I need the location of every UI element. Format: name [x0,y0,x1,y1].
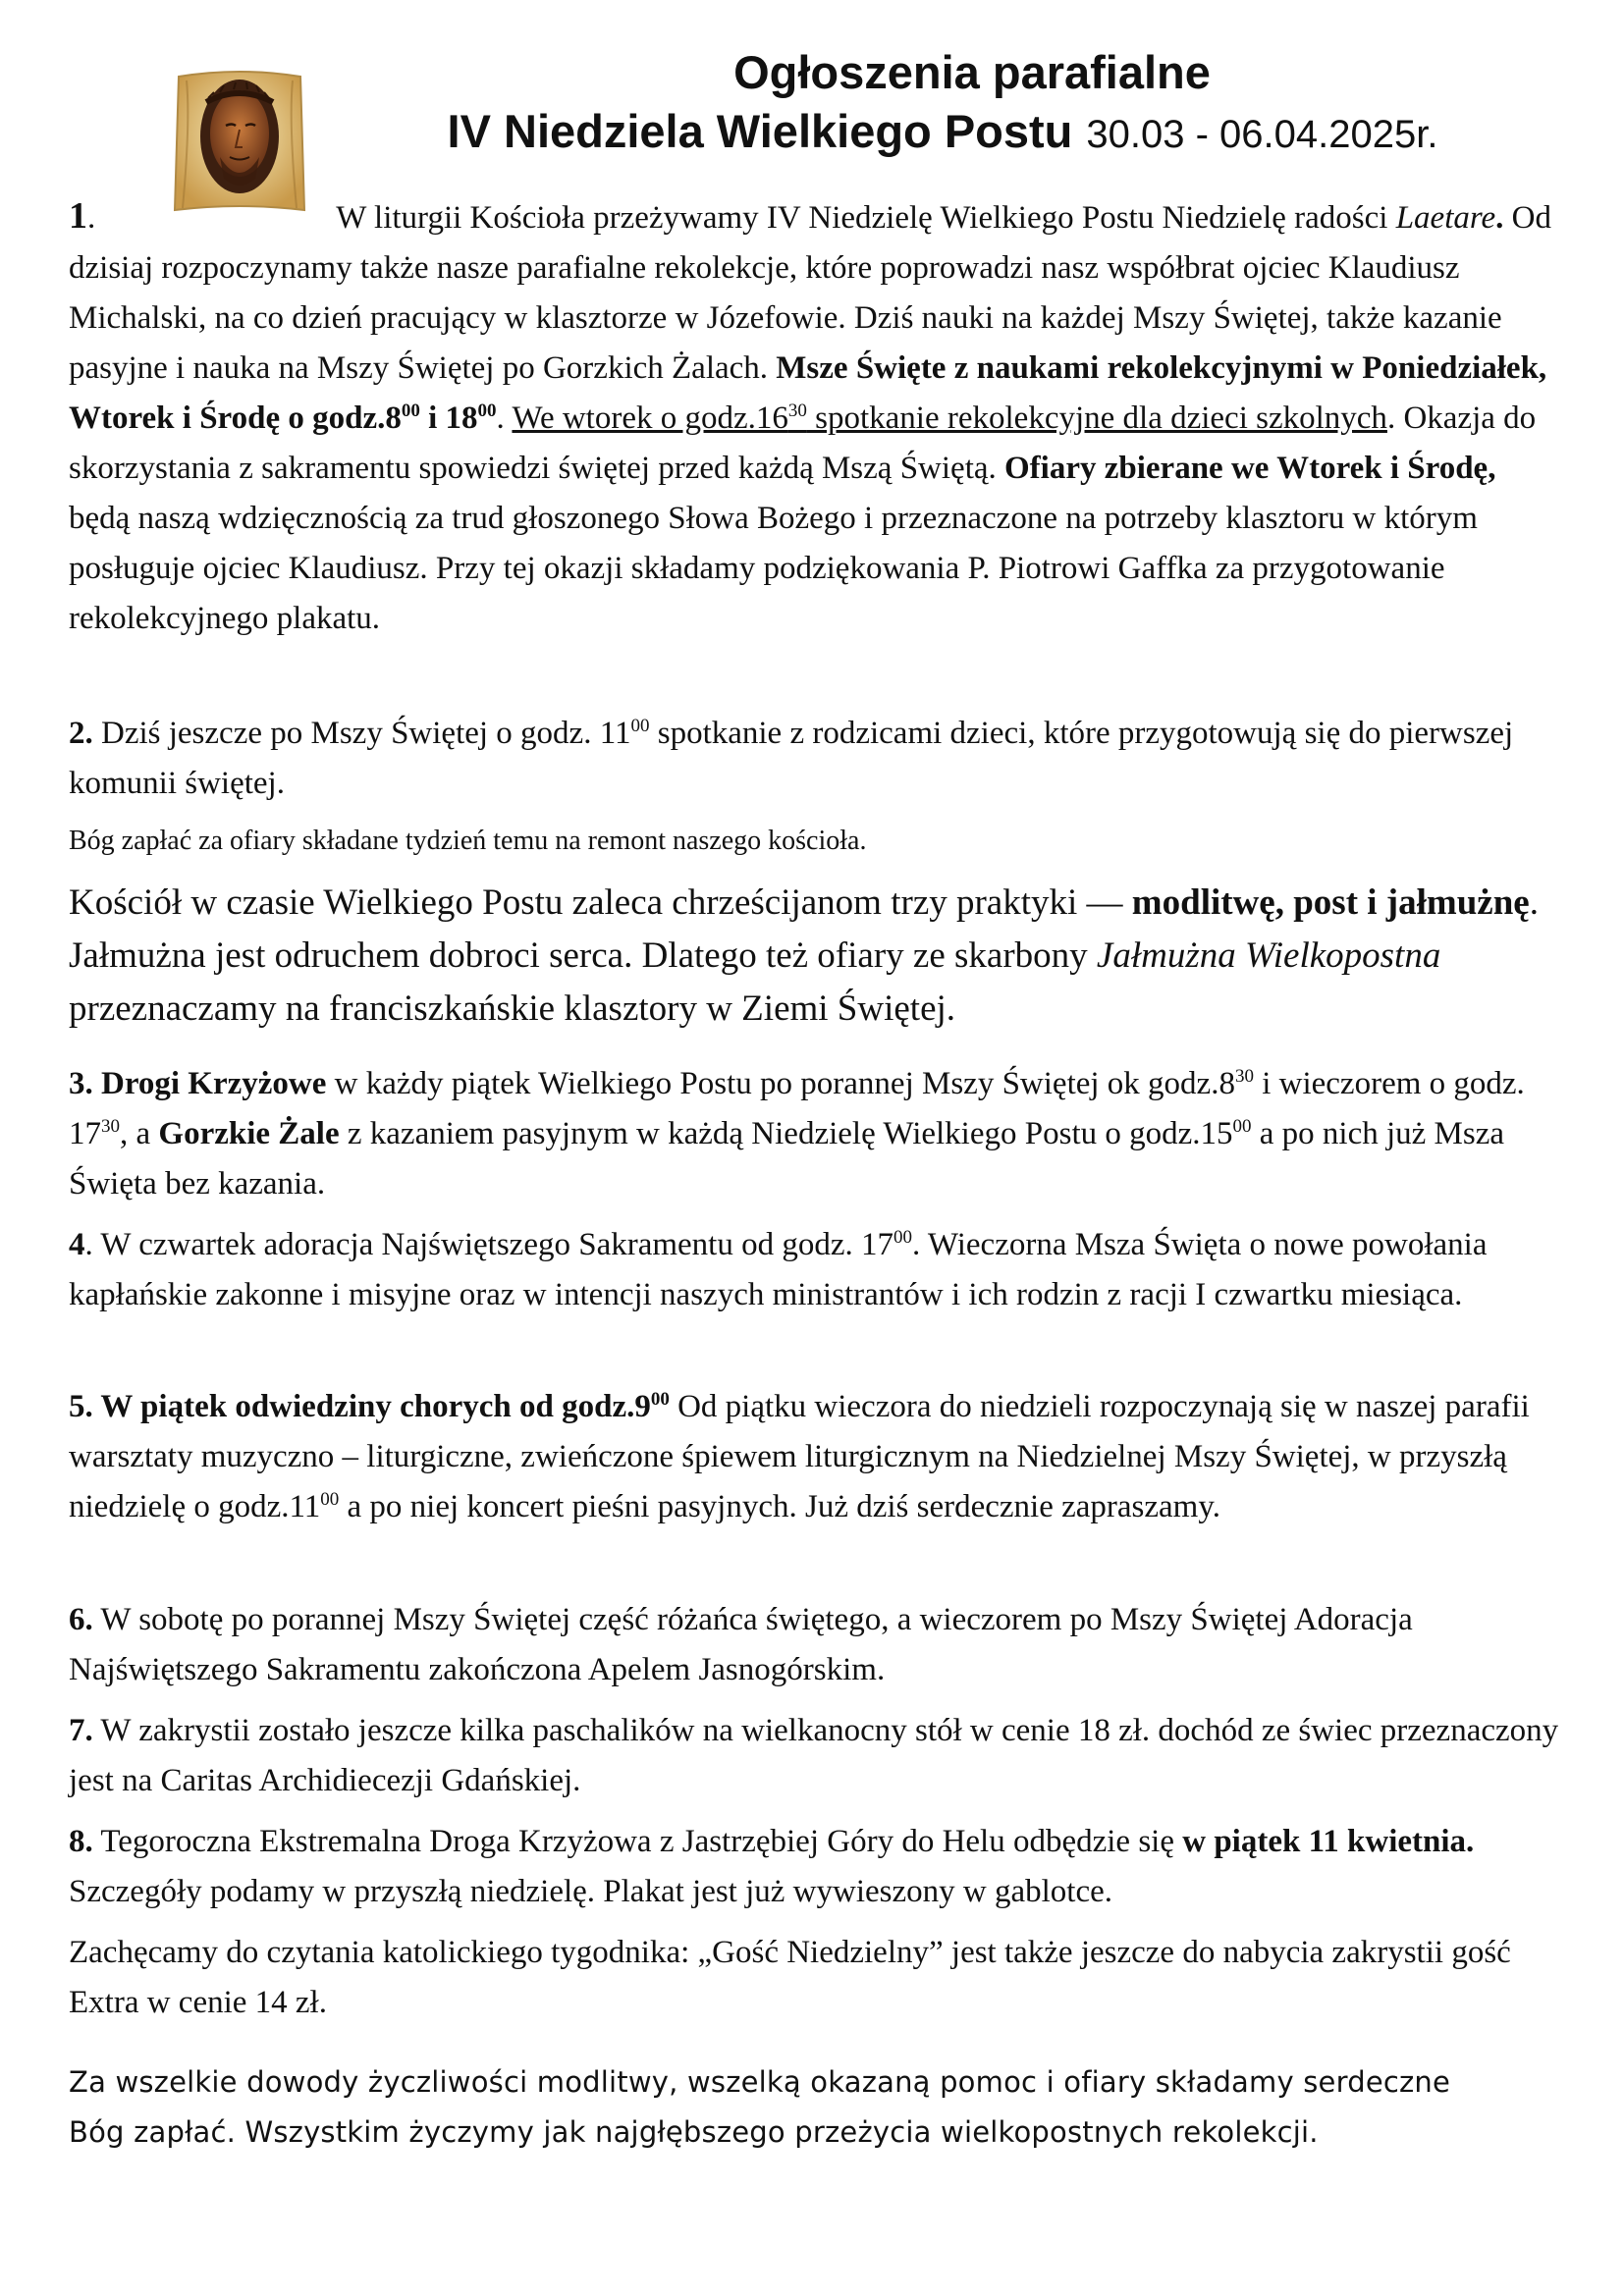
announcement-7: 7. W zakrystii zostało jeszcze kilka paschalików na wielkanocny stół w cenie 18 zł. dochód ze świec przeznaczony jest na Caritas Archidiecezji Gdańskiej. [69,1713,1559,1798]
announcement-number: 8. [69,1824,93,1859]
announcement-number: 2. [69,716,93,751]
announcement-number: 7. [69,1713,93,1748]
announcement-6: 6. W sobotę po porannej Mszy Świętej część różańca świętego, a wieczorem po Mszy Świętej Adoracja Najświętszego Sakramentu zakończona Apelem Jasnogórskim. [69,1602,1413,1687]
thanks-note: Bóg zapłać za ofiary składane tydzień temu na remont naszego kościoła. [69,826,867,856]
almsgiving-note: Kościół w czasie Wielkiego Postu zaleca chrześcijanom trzy praktyki — modlitwę, post i jałmużnę. Jałmużna jest odruchem dobroci serca. Dlatego też ofiary ze skarbony Jałmużna Wielkopostna przeznaczamy na franciszkańskie klasztory w Ziemi Świętej. [69,882,1539,1029]
announcement-4: 4. W czwartek adoracja Najświętszego Sakramentu od godz. $17^{00}$. Wieczorna Msza Święta o nowe powołania kapłańskie zakonne i misyjne oraz w intencji naszych ministrantów i ich rodzin z racji I czwartku miesiąca. [69,1227,1488,1312]
announcement-number: 5. [69,1389,93,1424]
announcement-3: 3. Drogi Krzyżowe w każdy piątek Wielkiego Postu po porannej Mszy Świętej ok $godz.8^{30}$ i wieczorem o godz. $17^{30}$, a Gorzkie Żale z kazaniem pasyjnym w każdą Niedzielę Wielkiego Postu o $godz.15^{00}$ a po nich już Msza Święta bez kazania. [69,1066,1525,1201]
closing-note [69,2057,1561,2158]
page-title: Ogłoszenia parafialne [733,46,1211,98]
announcement-text: Od dzisiaj rozpoczynamy także nasze parafialne rekolekcje, które poprowadzi nasz współbrat ojciec Klaudiusz Michalski, na co dzień pracujący w klasztorze w Józefowie. Dziś nauki na każdej Mszy Świętej, także kazanie pasyjne i nauka na Mszy Świętej po Gorzkich Żalach. [69,200,1551,386]
announcement-number: 4 [69,1227,85,1262]
closing-line-2: Bóg zapłać. Wszystkim życzymy jak najgłębszego przeżycia wielkopostnych rekolekcji. [69,2115,1319,2149]
announcement-number: 6. [69,1602,93,1637]
date-range: 30.03 - 06.04.2025r. [1086,113,1438,156]
announcement-8: 8. Tegoroczna Ekstremalna Droga Krzyżowa z Jastrzębiej Góry do Helu odbędzie się w piątek 11 kwietnia. Szczegóły podamy w przyszłą niedzielę. Plakat jest już wywieszony w gablotce. [69,1824,1475,1909]
announcement-5: 5. W piątek odwiedziny chorych od $godz.9^{00}$ Od piątku wieczora do niedzieli rozpoczynają się w naszej parafii warsztaty muzyczno – liturgiczne, zwieńczone śpiewem liturgicznym na Niedzielnej Mszy Świętej, w przyszłą niedzielę o $godz.11^{00}$ a po niej koncert pieśni pasyjnych. Już dziś serdecznie zapraszamy. [69,1389,1530,1524]
announcement-1: 1. W liturgii Kościoła przeżywamy IV Niedzielę Wielkiego Postu Niedzielę radości Laetare. Od dzisiaj rozpoczynamy także nasze parafialne rekolekcje, które poprowadzi nasz współbrat ojciec Klaudiusz Michalski, na co dzień pracujący w klasztorze w Józefowie. Dziś nauki na każdej Mszy Świętej, także kazanie pasyjne i nauka na Mszy Świętej po Gorzkich Żalach. Msze Święte z naukami rekolekcyjnymi w Poniedziałek, Wtorek i Środę o $godz.8^{00}$ i $18^{00}$. We wtorek o $godz.16^{30}$ spotkanie rekolekcyjne dla dzieci szkolnych. Okazja do skorzystania z sakramentu spowiedzi świętej przed każdą Mszą Świętą. Ofiary zbierane we Wtorek i Środę, będą naszą wdzięcznością za trud głoszonego Słowa Bożego i przeznaczone na potrzeby klasztoru w którym posługuje ojciec Klaudiusz. Przy tej okazji składamy podziękowania P. Piotrowi Gaffka za przygotowanie rekolekcyjnego plakatu. [69,195,1551,636]
newspaper-note: Zachęcamy do czytania katolickiego tygodnika: „Gość Niedzielny” jest także jeszcze do nabycia zakrystii gość Extra w cenie 14 zł. [69,1935,1511,2020]
announcement-2: 2. Dziś jeszcze po Mszy Świętej o godz. $11^{00}$ spotkanie z rodzicami dzieci, które przygotowują się do pierwszej komunii świętej. [69,716,1514,801]
announcement-number: 3. [69,1066,93,1101]
page-subtitle [295,102,1591,164]
page-header [295,43,1591,164]
announcement-number: 1 [69,195,87,237]
sunday-name: IV Niedziela Wielkiego Postu [447,105,1073,157]
closing-line-1: Za wszelkie dowody życzliwości modlitwy, wszelką okazaną pomoc i ofiary składamy serdeczne [69,2065,1451,2099]
